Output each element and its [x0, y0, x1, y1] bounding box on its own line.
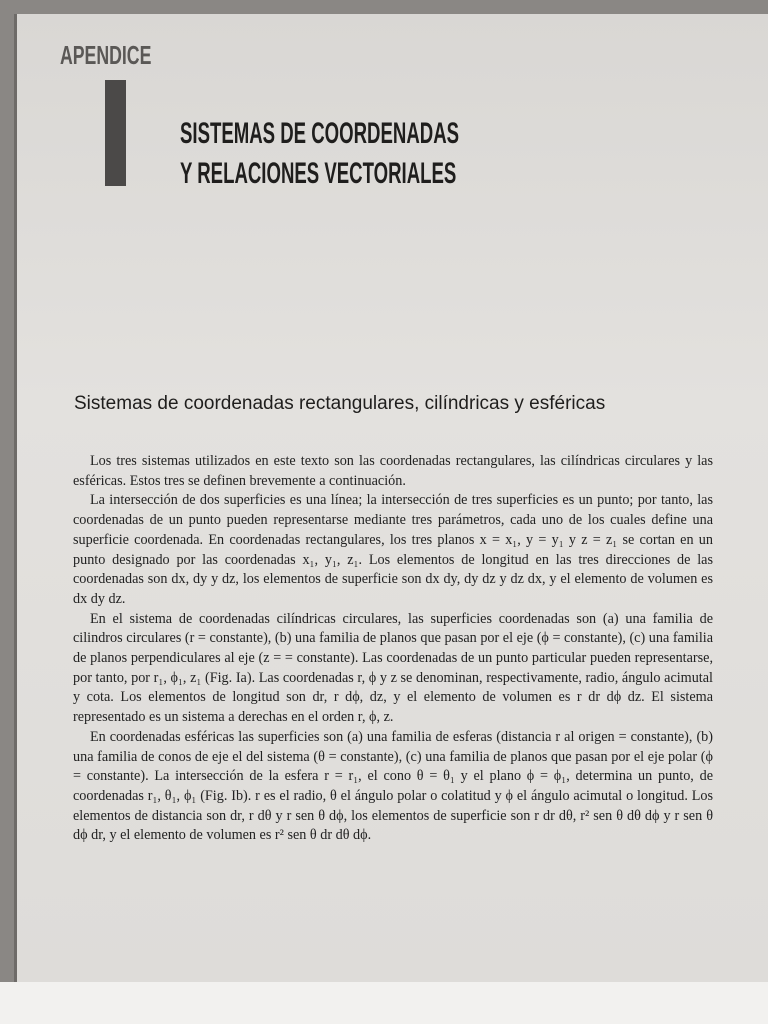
paragraph-spherical: En coordenadas esféricas las superficies son (a) una familia de esferas (distancia r al origen = constante), (b) una familia de conos de eje el del sistema (θ = constante), (c) una familia de planos que pasan por el eje polar (ϕ = constante). La intersección de la esfera r = r₁, el cono θ = θ₁ y el plano ϕ = ϕ₁, determina un punto, de coordenadas r₁, θ₁, ϕ₁ (Fig. Ib). r es el radio, θ el ángulo polar o colatitud y ϕ el ángulo acimutal o longitud. Los elementos de distancia son dr, r dθ y r sen θ dϕ, los elementos de superficie son r dr dθ, r² sen θ dθ dϕ y r sen θ dϕ dr, y el elemento de volumen es r² sen θ dr dθ dϕ.: [73, 728, 713, 844]
appendix-label: APENDICE: [60, 40, 152, 70]
chapter-title-line-2: Y RELACIONES VECTORIALES: [180, 157, 457, 190]
appendix-marker-bar: [105, 80, 126, 186]
background-surface: [0, 982, 768, 1024]
paragraph-cylindrical: En el sistema de coordenadas cilíndricas circulares, las superficies coordenadas son (a) una familia de cilindros circulares (r = constante), (b) una familia de planos que pasan por el eje (ϕ = constante), (c) una familia de planos perpendiculares al eje (z = = constante). Las coordenadas de un punto particular pueden representarse, por tanto, por r₁, ϕ₁, z₁ (Fig. Ia). Las coordenadas r, ϕ y z se denominan, respectivamente, radio, ángulo acimutal y cota. Los elementos de longitud son dr, r dϕ, dz, y el elemento de volumen es r dr dϕ dz. El sistema representado es un sistema a derechas en el orden r, ϕ, z.: [73, 610, 713, 726]
body-text: [73, 452, 713, 846]
paragraph-rectangular: La intersección de dos superficies es una línea; la intersección de tres superficies es un punto; por tanto, las coordenadas de un punto pueden representarse mediante tres parámetros, cada uno de los cuales define una superficie coordenada. En coordenadas rectangulares, los tres planos x = x₁, y = y₁ y z = z₁ se cortan en un punto designado por las coordenadas x₁, y₁, z₁. Los elementos de longitud en las tres direcciones de las coordenadas son dx, dy y dz, los elementos de superficie son dx dy, dy dz y dz dx, y el elemento de volumen es dx dy dz.: [73, 492, 713, 607]
page-binding-edge: [14, 14, 17, 982]
chapter-title-line-1: SISTEMAS DE COORDENADAS: [180, 117, 460, 150]
paragraph-intro: Los tres sistemas utilizados en este texto son las coordenadas rectangulares, las cilíndricas circulares y las esféricas. Estos tres se definen brevemente a continuación.: [73, 453, 713, 489]
section-heading: Sistemas de coordenadas rectangulares, cilíndricas y esféricas: [74, 393, 606, 414]
chapter-title: [180, 114, 459, 194]
